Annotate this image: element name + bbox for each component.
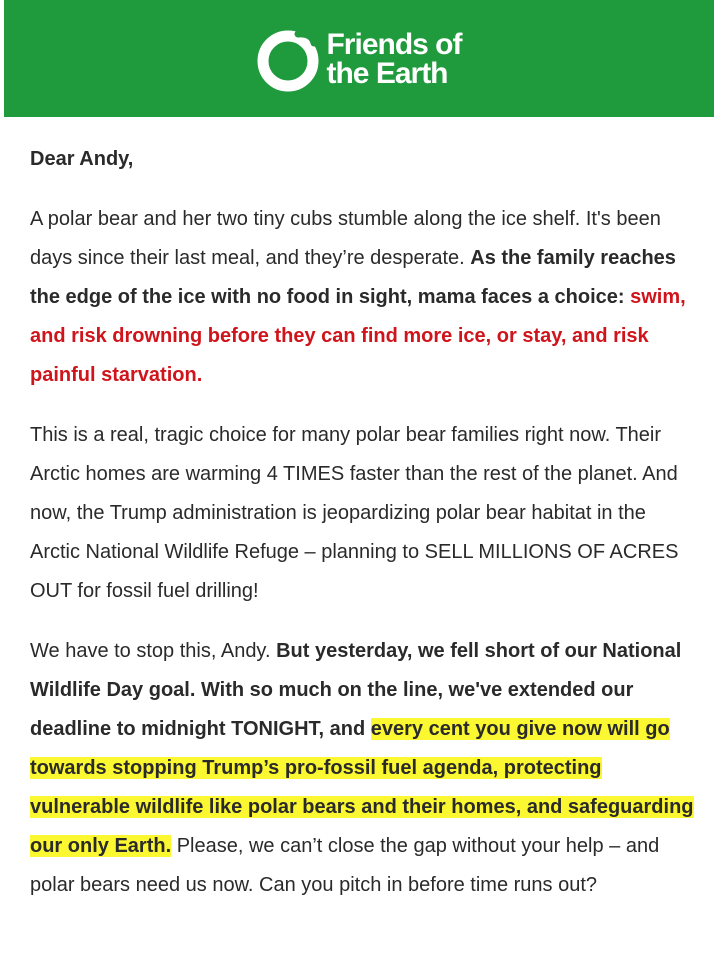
p1-red-text: swim, and risk drowning before they can find more ice, or stay, and risk painful starvation. <box>30 286 686 386</box>
p3-highlighted-text: every cent you give now will go towards stopping Trump’s pro-fossil fuel agenda, protecting vulnerable wildlife like polar bears and their homes, and safeguarding our only Earth. <box>30 718 694 857</box>
paragraph-1 <box>30 200 700 395</box>
circle-o-logo-icon <box>254 25 322 93</box>
brand-wordmark <box>326 27 462 90</box>
email-body <box>30 140 700 926</box>
p1-bold-text: As the family reaches the edge of the ice with no food in sight, mama faces a choice: <box>30 247 676 308</box>
p3-closing-text: Please, we can’t close the gap without your help – and polar bears need us now. Can you pitch in before time runs out? <box>30 835 660 896</box>
brand-line-2: the Earth <box>326 56 448 90</box>
p3-text: We have to stop this, Andy. <box>30 640 271 662</box>
p1-text: A polar bear and her two tiny cubs stumble along the ice shelf. It's been days since their last meal, and they’re desperate. <box>30 208 661 269</box>
greeting: Dear Andy, <box>30 148 134 170</box>
paragraph-2: This is a real, tragic choice for many polar bear families right now. Their Arctic homes are warming 4 TIMES faster than the rest of the planet. And now, the Trump administration is jeopardizing polar bear habitat in the Arctic National Wildlife Refuge – planning to SELL MILLIONS OF ACRES OUT for fossil fuel drilling! <box>30 424 679 602</box>
brand-logo[interactable] <box>254 25 461 93</box>
paragraph-3 <box>30 632 700 905</box>
brand-line-1: Friends of <box>326 27 462 61</box>
p3-bold-text: But yesterday, we fell short of our National Wildlife Day goal. With so much on the line, we've extended our deadline to midnight TONIGHT, and <box>30 640 682 740</box>
header-banner <box>4 0 714 117</box>
